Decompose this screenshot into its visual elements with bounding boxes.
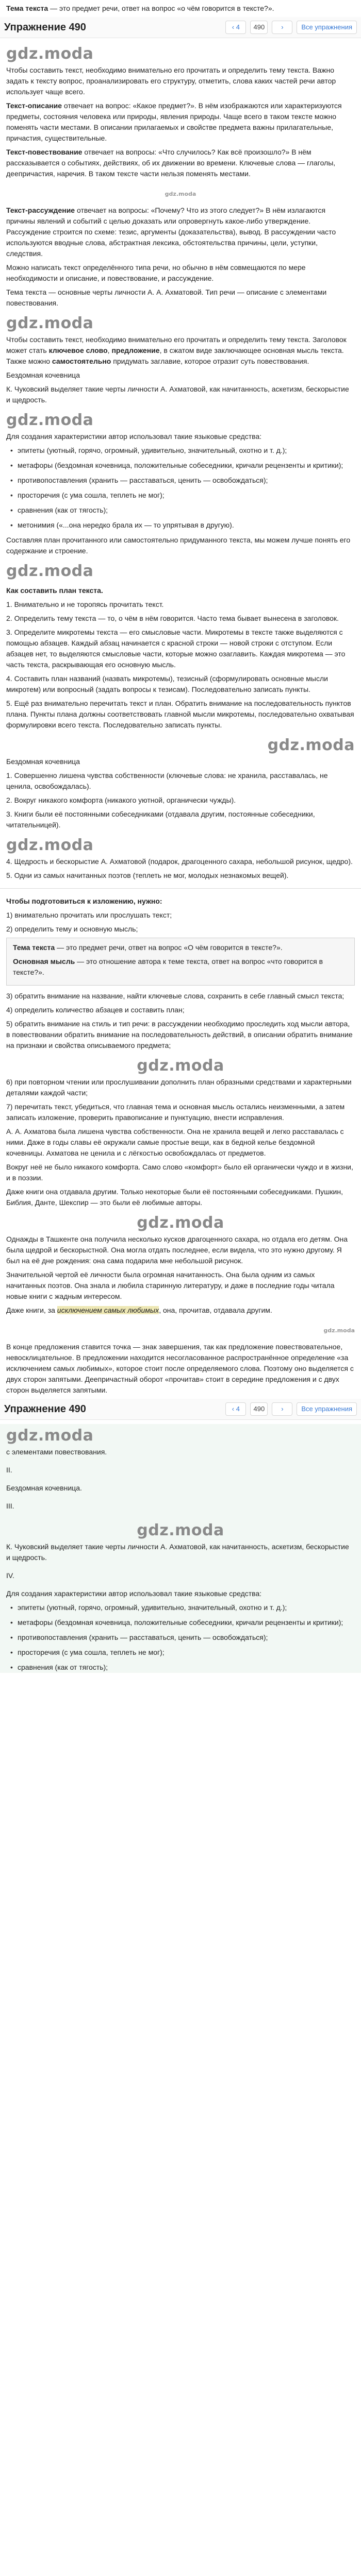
description-text: отвечает на вопрос: «Какое предмет?». В нём изображаются или характеризуются предметы, состояния человека или природы, явления природы. Чаще всего в таком тексте можно поменять части местами. В описании прилагаемых и свойстве предмета важны прилагательные, причастия, существительные. [6,101,342,142]
exercise-title: Упражнение 490 [4,21,86,33]
step: 5. Ещё раз внимательно перечитать текст и план. Обратить внимание на последовательность пунктов плана. Пункты плана должны соответствовать главной мысли микротемы, последовательно охватывая формулировки всего текста. Последовательно записать пункты. [6,699,354,729]
paragraph: Даже книги, за исключением самых любимых, она, прочитав, отдавала другим. [6,1306,272,1314]
paragraph: Составляя план прочитанного или самостоятельно придуманного текста, мы можем лучше понять его содержание и строение. [6,536,351,555]
paragraph: Значительной чертой её личности была огромная начитанность. Она была одним из самых начитанных поэтов. Она знала и любила старинную литературу, и даже в последние годы читала новые книги с жадным интересом. [6,1270,335,1300]
step: 1. Внимательно и не торопясь прочитать текст. [6,600,164,608]
paragraph [6,205,355,259]
exercise-number-field[interactable]: 490 [250,1402,268,1416]
plan-item: 5. Одни из самых начитанных поэтов (теплеть не мог, молодых незнакомых вещей). [6,871,289,879]
exercise-nav-2 [0,1399,361,1420]
next-exercise-button[interactable]: › [272,1402,292,1416]
list-item: • метафоры (бездомная кочевница, положительные собеседники, кричали рецензенты и критики); [18,460,355,471]
list-item: • просторечия (с ума сошла, теплеть не мог); [18,490,355,501]
paragraph: Даже книги она отдавала другим. Только некоторые были её постоянными собеседниками. Пушкин, Библия, Данте, Шекспир — это были её любимые авторы. [6,1188,343,1207]
preparation-section [0,896,361,1396]
paragraph: Чтобы составить текст, необходимо внимательно его прочитать и определить тему текста. Заголовок может стать ключевое слово, предложение, в сжатом виде заключающее основная мысль текста. Также можно самостоятельно придумать заглавие, которое отразит суть повествования. [6,335,347,365]
intro-theme-text: — это предмет речи, ответ на вопрос «о чём говорится в тексте?». [48,4,274,12]
how-to-plan-title: Как составить план текста. [6,586,103,595]
exercise-title: Упражнение 490 [4,1403,86,1415]
box-theme: Тема текста — это предмет речи, ответ на вопрос «О чём говорится в тексте?». [13,943,283,952]
roman-numeral: IV. [6,1571,14,1580]
paragraph [6,100,355,144]
intro-section [0,0,361,14]
prep-title: Чтобы подготовиться к изложению, нужно: [6,897,162,905]
next-exercise-button[interactable]: › [272,21,292,34]
list-item: • метонимия («...она нередко брала их — то упрятывая в другую). [18,520,355,531]
list-item: • сравнения (как от тягость); [18,1662,355,1673]
all-exercises-button[interactable]: Все упражнения [297,21,357,34]
exercise-number-field[interactable]: 490 [250,21,268,34]
plan-title: Бездомная кочевница [6,757,80,766]
list-item: • просторечия (с ума сошла, теплеть не мог); [18,1647,355,1658]
step: 4. Составить план названий (назвать микротемы), тезисный (сформулировать основные мысли микротем) или вопросный (задать вопросы к тезисам). Последовательно записать пункты. [6,674,328,693]
reasoning-text: отвечает на вопросы: «Почему? Что из этого следует?» В нём излагаются причины явлений и событий с целью доказать или опровергнуть какое-либо утверждение. Рассуждение строится по схеме: тезис, аргументы (доказательства), вывод. В рассуждении часто используются вводные слова, абстрактная лексика, обстоятельства причины, цели, уступки, следствия. [6,206,336,258]
language-means-list [6,445,355,531]
intro-theme [6,3,355,14]
reasoning-label: Текст-рассуждение [6,206,75,214]
paragraph: 4) определить количество абзацев и составить план; [6,1006,185,1014]
definition-box [6,938,355,986]
paragraph: К. Чуковский выделяет такие черты личности А. Ахматовой, как начитанность, аскетизм, бескорыстие и щедрость. [6,385,349,404]
list-item: • эпитеты (уютный, горячо, огромный, удивительно, значительный, охотно и т. д.); [18,445,355,456]
paragraph: с элементами повествования. [6,1448,107,1456]
list-item: • сравнения (как от тягость); [18,505,355,516]
paragraph: 7) перечитать текст, убедиться, что главная тема и основная мысль остались неизменными, а затем записать изложение, проверить правописание и пунктуацию, внести исправления. [6,1103,345,1122]
paragraph: Вокруг неё не было никакого комфорта. Само слово «комфорт» было ей органически чуждо и в жизни, и в поэзии. [6,1163,353,1182]
list-item: • противопоставления (хранить — расставаться, ценить — освобождаться); [18,475,355,486]
language-means-list [6,1602,355,1673]
watermark: gdz.moda [6,411,94,429]
paragraph: Чтобы составить текст, необходимо внимательно его прочитать и определить тему текста. Важно задать к тексту вопрос, проанализировать его структуру, отметить, слова каких частей речи автор использует чаще всего. [6,66,336,96]
exercise-nav [0,17,361,38]
roman-numeral: II. [6,1466,12,1474]
prep-item: 2) определить тему и основную мысль; [6,925,138,933]
watermark: gdz.moda [137,1213,224,1232]
paragraph: 3) обратить внимание на название, найти ключевые слова, сохранить в себе главный смысл текста; [6,992,344,1000]
watermark: gdz.moda [6,314,94,332]
paragraph: К. Чуковский выделяет такие черты личности А. Ахматовой, как начитанность, аскетизм, бескорыстие и щедрость. [6,1543,349,1562]
paragraph: Для создания характеристики автор использовал такие языковые средства: [6,432,262,440]
step: 2. Определить тему текста — то, о чём в нём говорится. Часто тема бывает вынесена в заголовок. [6,614,339,622]
all-exercises-button[interactable]: Все упражнения [297,1402,357,1416]
prep-item: 1) внимательно прочитать или прослушать текст; [6,911,172,919]
watermark: gdz.moda [137,1521,224,1539]
description-label: Текст-описание [6,101,62,110]
divider [0,888,361,889]
exercise-nav-controls [225,1402,357,1416]
paragraph: Можно написать текст определённого типа речи, но обычно в нём совмещаются по мере необходимости и описание, и повествование, и рассуждение. [6,263,306,282]
watermark-small: gdz.moda [165,190,196,197]
plan-item: 3. Книги были её постоянными собеседниками (отдавала другим, постоянные собеседники, читательницей). [6,810,315,829]
plan-title: Бездомная кочевница [6,371,80,379]
narrative-label: Текст-повествование [6,148,83,156]
watermark: gdz.moda [267,736,355,754]
intro-theme-label: Тема текста [6,4,48,12]
exercise-nav-controls [225,21,357,34]
narrative-text: отвечает на вопросы: «Что случилось? Как всё произошло?» В нём рассказывается о событиях, действиях, об их движении во времени. Ключевые слова — глаголы, деепричастия, наречия. В таком тексте части нельзя поменять местами. [6,148,336,178]
watermark-small: gdz.moda [323,1327,355,1334]
step: 3. Определите микротемы текста — его смысловые части. Микротемы в тексте также выделяются с помощью абзацев. Каждый абзац начинается с красной строки — новой строки с отступом. Если абзацев нет, то выделяются смысловые части, которые можно озаглавить. Каждая микротема — это часть текста, раскрывающая его основную мысль. [6,628,346,669]
paragraph: Однажды в Ташкенте она получила несколько кусков драгоценного сахара, но отдала его детям. Она была щедрой и бескорыстной. Она могла отдать последнее, если видела, что это нужно другому. Я был на её дне рождения: она сама подарила мне небольшой рисунок. [6,1235,348,1265]
prev-exercise-button[interactable]: ‹ 4 [225,1402,246,1416]
paragraph: 5) обратить внимание на стиль и тип речи: в рассуждении необходимо проследить ход мысли автора, в повествовании обратить внимание на последовательность действий, в описании обратить внимание на признаки и свойства описываемого предмета; [6,1020,353,1049]
box-idea: Основная мысль — это отношение автора к теме текста, ответ на вопрос «что говорится в тексте?». [13,957,323,976]
watermark: gdz.moda [6,562,94,580]
list-item: • противопоставления (хранить — расставаться, ценить — освобождаться); [18,1632,355,1643]
list-item: • эпитеты (уютный, горячо, огромный, удивительно, значительный, охотно и т. д.); [18,1602,355,1613]
paragraph: 6) при повторном чтении или прослушивании дополнить план образными средствами и характерными деталями каждой части; [6,1078,352,1097]
watermark: gdz.moda [137,1056,224,1075]
paragraph: В конце предложения ставится точка — знак завершения, так как предложение повествовательное, невосклицательное. В предложении находится несогласованное распространённое определение «за исключением самых любимых», которое стоит после определяемого слова. Поэтому оно выделяется с двух сторон запятыми. Деепричастный оборот «прочитав» стоит в середине предложения и с двух сторон выделяется запятыми. [6,1343,354,1394]
paragraph: Тема текста — основные черты личности А. А. Ахматовой. Тип речи — описание с элементами повествования. [6,288,327,307]
list-item: • метафоры (бездомная кочевница, положительные собеседники, кричали рецензенты и критики); [18,1617,355,1628]
plan-item: 2. Вокруг никакого комфорта (никакого уютной, органически чужды). [6,796,236,804]
answer-section [0,1424,361,1673]
prev-exercise-button[interactable]: ‹ 4 [225,21,246,34]
roman-numeral: III. [6,1502,14,1510]
plan-item: 1. Совершенно лишена чувства собственности (ключевые слова: не хранила, расставалась, не ценила, освобождалась). [6,771,328,790]
plan-item: 4. Щедрость и бескорыстие А. Ахматовой (подарок, драгоценного сахара, небольшой рисунок, щедро). [6,857,353,866]
watermark: gdz.moda [6,1426,94,1445]
theory-section [0,42,361,881]
paragraph: А. А. Ахматова была лишена чувства собственности. Она не хранила вещей и легко расставалась с ними. Даже в годы славы её окружали самые простые вещи, как в бедной келье бездомной кочевницы. Ахматова не ценила и с лёгкостью освобождалась от предметов. [6,1127,344,1157]
paragraph [6,147,355,179]
plan-title: Бездомная кочевница. [6,1484,82,1492]
watermark: gdz.moda [6,836,94,854]
paragraph: Для создания характеристики автор использовал такие языковые средства: [6,1589,262,1598]
watermark: gdz.moda [6,44,94,63]
